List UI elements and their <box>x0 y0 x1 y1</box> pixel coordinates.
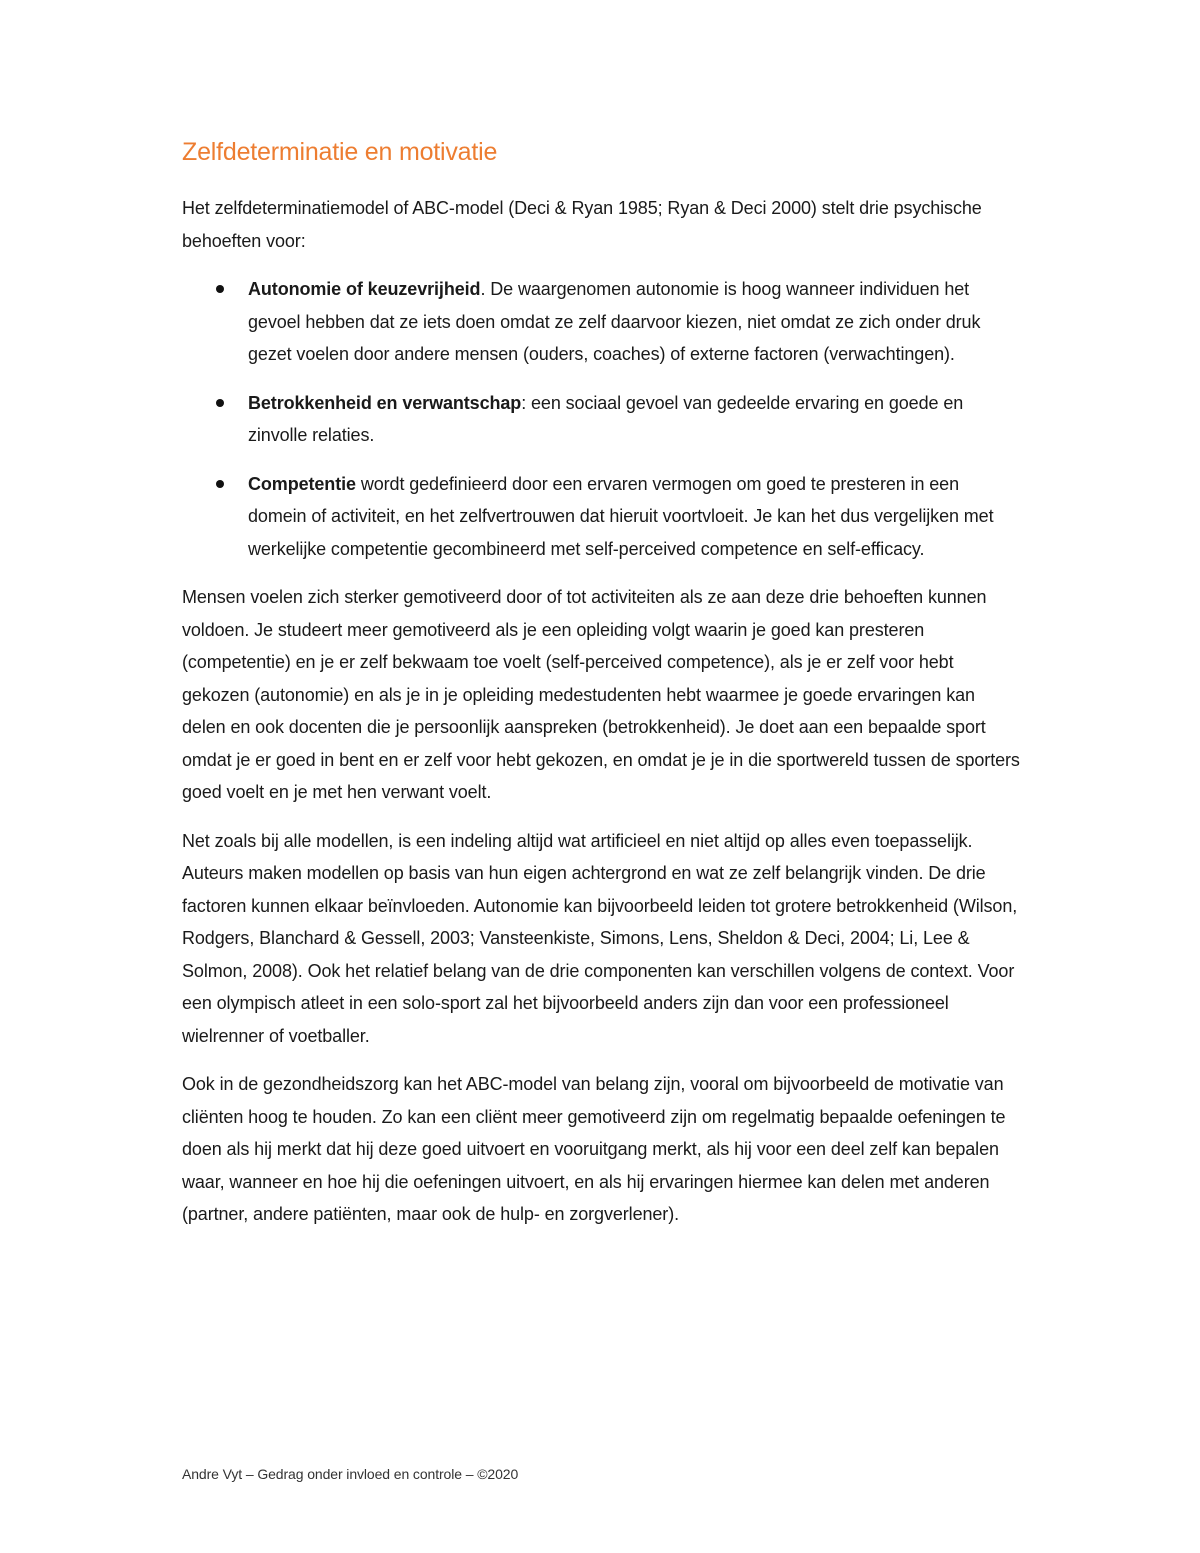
bullet-icon <box>216 285 224 293</box>
text-competence: wordt gedefinieerd door een ervaren vermogen om goed te presteren in een domein of activiteit, en het zelfvertrouwen dat hieruit voortvloeit. Je kan het dus vergelijken met werkelijke competentie gecombineerd met self-perceived competence en self-efficacy. <box>248 473 994 559</box>
text-autonomy: . De waargenomen autonomie is hoog wanneer individuen het gevoel hebben dat ze iets doen omdat ze zelf daarvoor kiezen, niet omdat ze zich onder druk gezet voelen door andere mensen (ouders, coaches) of externe factoren (verwachtingen). <box>248 279 981 364</box>
page-footer: Andre Vyt – Gedrag onder invloed en controle – ©2020 <box>182 1466 519 1482</box>
list-item-autonomy <box>182 273 1022 371</box>
intro-paragraph: Het zelfdeterminatiemodel of ABC-model (Deci & Ryan 1985; Ryan & Deci 2000) stelt drie psychische behoeften voor: <box>182 198 982 251</box>
bullet-icon <box>216 399 224 407</box>
term-relatedness: Betrokkenheid en verwantschap <box>248 392 522 413</box>
body-paragraph-healthcare: Ook in de gezondheidszorg kan het ABC-model van belang zijn, vooral om bijvoorbeeld de motivatie van cliënten hoog te houden. Zo kan een cliënt meer gemotiveerd zijn om regelmatig bepaalde oefeningen te doen als hij merkt dat hij deze goed uitvoert en vooruitgang merkt, als hij voor een deel zelf kan bepalen waar, wanneer en hoe hij die oefeningen uitvoert, en als hij ervaringen hiermee kan delen met anderen (partner, andere patiënten, maar ook de hulp- en zorgverlener). <box>182 1074 1006 1224</box>
list-item-competence <box>182 468 1022 566</box>
document-title: Zelfdeterminatie en motivatie <box>182 138 498 166</box>
list-item-relatedness <box>182 387 1022 452</box>
term-competence: Competentie <box>248 473 356 494</box>
needs-list <box>182 273 1022 565</box>
document-page <box>182 132 1022 1247</box>
bullet-icon <box>216 480 224 488</box>
body-paragraph-motivation: Mensen voelen zich sterker gemotiveerd door of tot activiteiten als ze aan deze drie behoeften kunnen voldoen. Je studeert meer gemotiveerd als je een opleiding volgt waarin je goed kan presteren (competentie) en je er zelf bekwaam toe voelt (self-perceived competence), als je er zelf voor hebt gekozen (autonomie) en als je in je opleiding medestudenten hebt waarmee je goede ervaringen kan delen en ook docenten die je persoonlijk aanspreken (betrokkenheid). Je doet aan een bepaalde sport omdat je er goed in bent en er zelf voor hebt gekozen, en omdat je je in die sportwereld tussen de sporters goed voelt en je met hen verwant voelt. <box>182 587 1020 802</box>
body-paragraph-models: Net zoals bij alle modellen, is een indeling altijd wat artificieel en niet altijd op alles even toepasselijk. Auteurs maken modellen op basis van hun eigen achtergrond en wat ze zelf belangrijk vinden. De drie factoren kunnen elkaar beïnvloeden. Autonomie kan bijvoorbeeld leiden tot grotere betrokkenheid (Wilson, Rodgers, Blanchard & Gessell, 2003; Vansteenkiste, Simons, Lens, Sheldon & Deci, 2004; Li, Lee & Solmon, 2008). Ook het relatief belang van de drie componenten kan verschillen volgens de context. Voor een olympisch atleet in een solo-sport zal het bijvoorbeeld anders zijn dan voor een professioneel wielrenner of voetballer. <box>182 830 1018 1046</box>
text-relatedness: : een sociaal gevoel van gedeelde ervaring en goede en zinvolle relaties. <box>248 392 964 445</box>
term-autonomy: Autonomie of keuzevrijheid <box>248 279 481 299</box>
